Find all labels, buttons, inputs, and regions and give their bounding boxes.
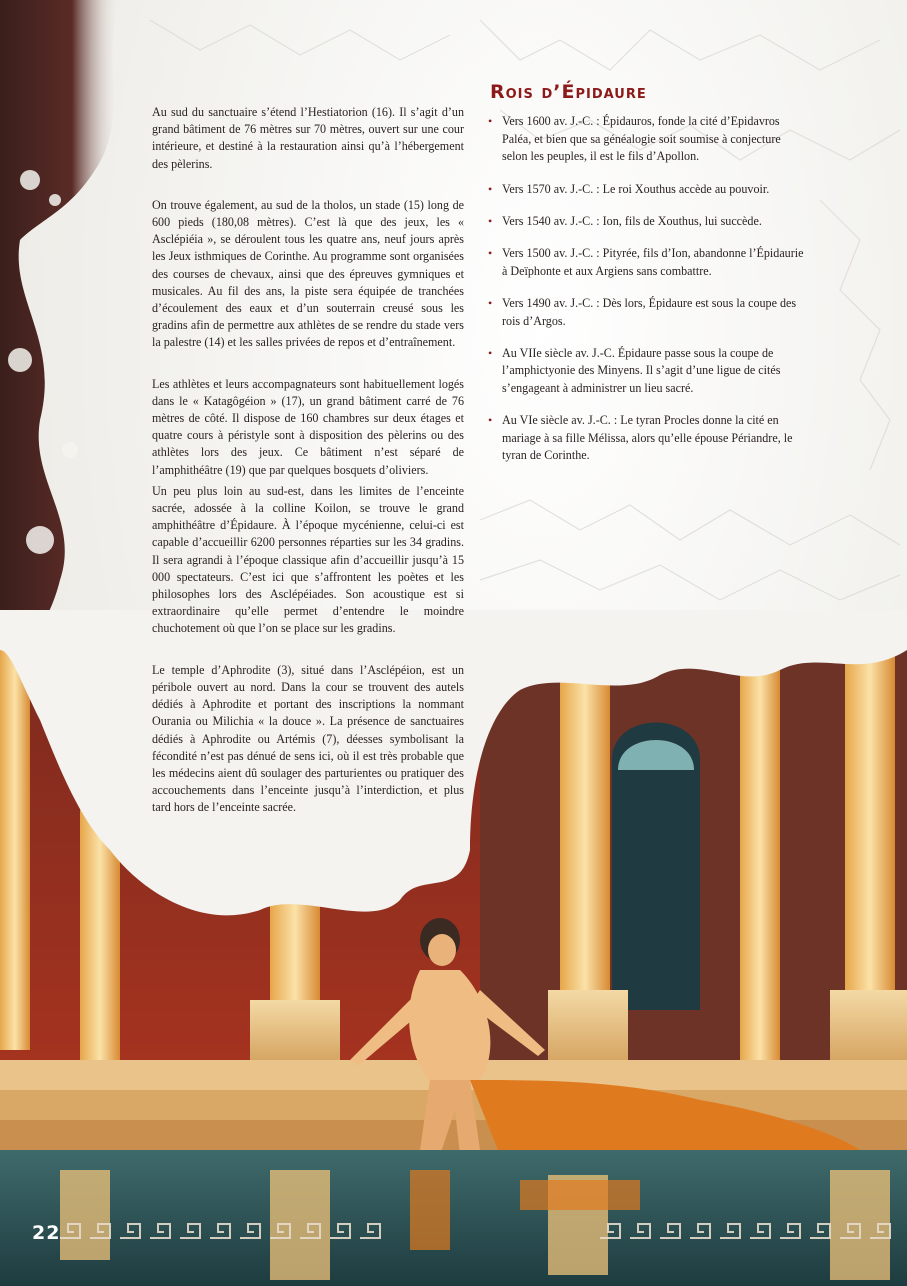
bullet-icon: • xyxy=(488,246,493,261)
kings-list xyxy=(488,113,804,464)
list-item: • Vers 1600 av. J.-C. : Épidauros, fonde la cité d’Epidavros Paléa, et bien que sa généalogie soit soumise à conjecture selon les peuples, il est le fils d’Apollon. xyxy=(488,114,781,164)
paragraph-katagogeion: Les athlètes et leurs accompagnateurs sont habituellement logés dans le « Katagôgéion » (17), un grand bâtiment carré de 76 mètres de côté. Il dispose de 160 chambres sur deux étages et quatre cours à péristyle sont à disposition des pèlerins ou des athlètes lors des jeux. Ce bâtiment n’est séparé de l’amphithéâtre (19) que par quelques bosquets d’oliviers. xyxy=(152,376,464,477)
bullet-icon: • xyxy=(488,214,493,229)
paragraph-hestiatorion: Au sud du sanctuaire s’étend l’Hestiatorion (16). Il s’agit d’un grand bâtiment de 76 mètres sur 70 mètres, ouvert sur une cour intérieure, et destiné à la restauration ainsi qu’à l’hébergement des pèlerins. xyxy=(152,105,464,171)
page-number: 22 xyxy=(32,1222,61,1244)
list-item: • Vers 1570 av. J.-C. : Le roi Xouthus accède au pouvoir. xyxy=(488,181,804,198)
list-item: • Vers 1540 av. J.-C. : Ion, fils de Xouthus, lui succède. xyxy=(488,213,804,230)
list-item: • Vers 1490 av. J.-C. : Dès lors, Épidaure est sous la coupe des rois d’Argos. xyxy=(488,296,797,328)
bullet-icon: • xyxy=(488,346,493,361)
kings-sidebar xyxy=(488,81,804,480)
list-item: • Au VIIe siècle av. J.-C. Épidaure passe sous la coupe de l’amphictyonie des Minyens. Il s’agit d’une ligue de cités s’engageant à administrer un lieu sacré. xyxy=(488,346,781,395)
bullet-icon: • xyxy=(488,181,493,196)
list-item: • Vers 1500 av. J.-C. : Pityrée, fils d’Ion, abandonne l’Épidaurie à Deïphonte et aux Argiens sans combattre. xyxy=(488,246,804,278)
paragraph-amphitheatre: Un peu plus loin au sud-est, dans les limites de l’enceinte sacrée, adossée à la colline Koilon, se trouve le grand amphithéâtre d’Épidaure. À l’époque mycénienne, celui-ci est capable d’accueillir 6200 personnes réparties sur les 34 gradins. Il sera agrandi à l’époque classique afin d’accueillir jusqu’à 15 000 spectateurs. C’est ici que s’affrontent les poètes et les philosophes lors des Asclépéiades. Son acoustique est si extraordinaire qu’elle permet d’entendre le moindre chuchotement où que l’on se place sur les gradins. xyxy=(152,483,464,636)
bullet-icon: • xyxy=(488,114,493,129)
left-fresco-strip xyxy=(0,0,140,700)
paragraph-stade: On trouve également, au sud de la tholos, un stade (15) long de 600 pieds (180,08 mètres). C’est là que des jeux, les « Asclépiéia », se déroulent tous les quatre ans, neuf jours après les Jeux isthmiques de Corinthe. Au programme sont organisées des courses de chevaux, ainsi que des épreuves gymniques et musicales. Au fil des ans, la piste sera équipée de tranchées d’écoulement des eaux et d’un souterrain creusé sous les gradins afin de permettre aux athlètes de se rendre du stade vers la palestre (14) et les salles privées de repos et d’entraînement. xyxy=(152,197,464,350)
bullet-icon: • xyxy=(488,413,493,428)
section-title: Rois d’Épidaure xyxy=(490,81,647,103)
bullet-icon: • xyxy=(488,296,493,311)
list-item: • Au VIe siècle av. J.-C. : Le tyran Procles donne la cité en mariage à sa fille Mélissa, alors qu’elle épouse Périandre, le tyran de Corinthe. xyxy=(488,413,793,463)
paragraph-aphrodite: Le temple d’Aphrodite (3), situé dans l’Asclépéion, est un péribole ouvert au nord. Dans la cour se trouvent des autels dédiés à Aphrodite et portant des inscriptions la nommant Ourania ou Milichia « la douce ». La présence de sanctuaires dédiés à Aphrodite ou Artémis (7), déesses symbolisant la fécondité n’est pas dénué de sens ici, où il est très probable que les médecins aient dû soulager des parturientes ou pratiquer des accouchements dans l’enceinte jusqu’à l’interdiction, et plus tard hors de l’enceinte sacrée. xyxy=(152,662,464,815)
left-text-column xyxy=(152,104,464,841)
